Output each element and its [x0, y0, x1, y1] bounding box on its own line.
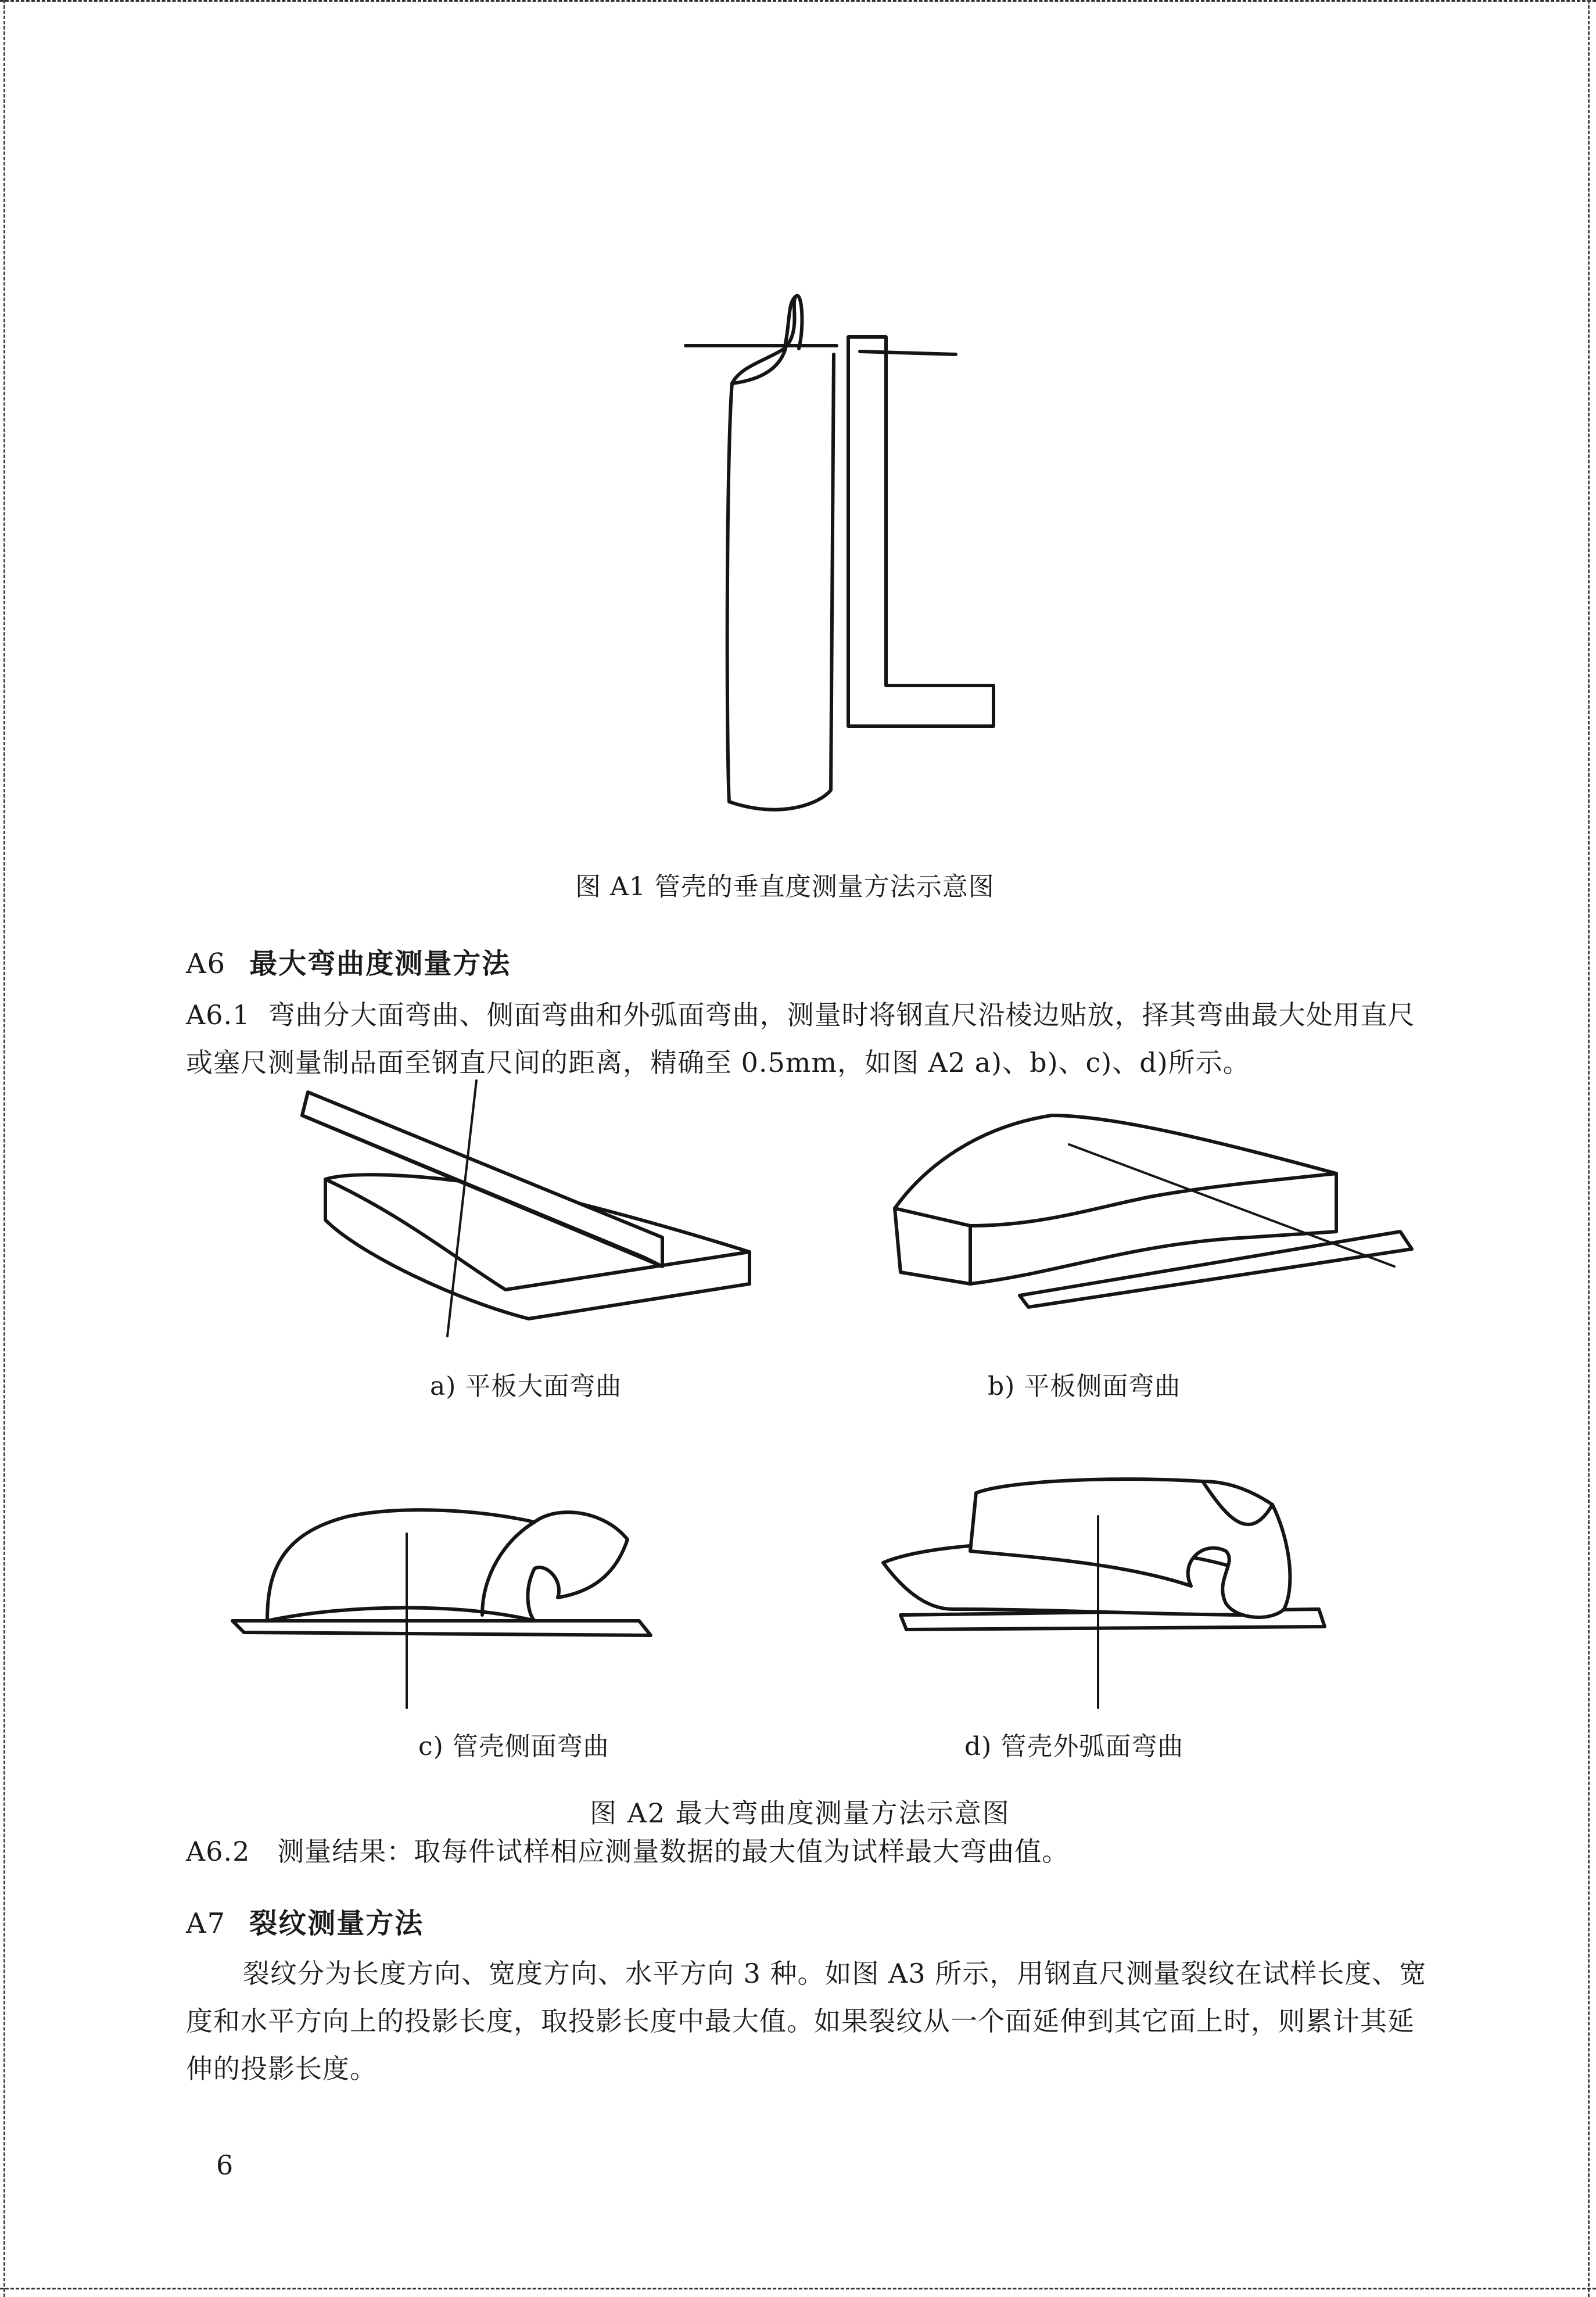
figure-a2c-drawing [232, 1476, 662, 1708]
section-a7-heading [186, 1901, 424, 1941]
figure-a1-drawing [686, 279, 1011, 825]
figure-a2b-drawing [889, 1092, 1412, 1325]
figure-a2b-caption: b) 平板侧面弯曲 [988, 1372, 1181, 1401]
paragraph-a6-2 [186, 1828, 1441, 1875]
a6-2-text: 测量结果：取每件试样相应测量数据的最大值为试样最大弯曲值。 [277, 1836, 1070, 1867]
figure-a1-caption: 图 A1 管壳的垂直度测量方法示意图 [575, 872, 995, 902]
page-border-left [3, 0, 7, 2297]
paragraph-a6-1 [186, 991, 1441, 1086]
section-a6-title: 最大弯曲度测量方法 [249, 947, 511, 980]
page-border-right [1588, 0, 1591, 2297]
page-border-top [0, 0, 1596, 4]
a6-1-number: A6.1 [186, 999, 250, 1031]
section-a7-title: 裂纹测量方法 [249, 1907, 424, 1940]
a6-2-number: A6.2 [186, 1836, 250, 1867]
figure-a2a-caption: a) 平板大面弯曲 [430, 1372, 622, 1401]
section-a6-heading [186, 941, 511, 981]
figure-a2c-caption: c) 管壳侧面弯曲 [418, 1732, 609, 1761]
figure-a2d-caption: d) 管壳外弧面弯曲 [964, 1732, 1184, 1761]
page-border-bottom [0, 2288, 1596, 2292]
section-a7-number: A7 [186, 1907, 227, 1940]
figure-a2-caption: 图 A2 最大弯曲度测量方法示意图 [590, 1797, 1010, 1829]
figure-a2a-drawing [285, 1081, 773, 1348]
paragraph-a7: 裂纹分为长度方向、宽度方向、水平方向 3 种。如图 A3 所示，用钢直尺测量裂纹在试样长度、宽度和水平方向上的投影长度，取投影长度中最大值。如果裂纹从一个面延伸到其它面上时，则累计其延伸的投影长度。 [186, 1958, 1427, 2084]
a6-1-text: 弯曲分大面弯曲、侧面弯曲和外弧面弯曲，测量时将钢直尺沿棱边贴放，择其弯曲最大处用直尺或塞尺测量制品面至钢直尺间的距离，精确至 0.5mm，如图 A2 a)、b)、c)、d)所示。 [186, 999, 1415, 1078]
page-number: 6 [216, 2149, 234, 2181]
figure-a2d-drawing [877, 1470, 1330, 1708]
section-a6-number: A6 [186, 947, 227, 980]
